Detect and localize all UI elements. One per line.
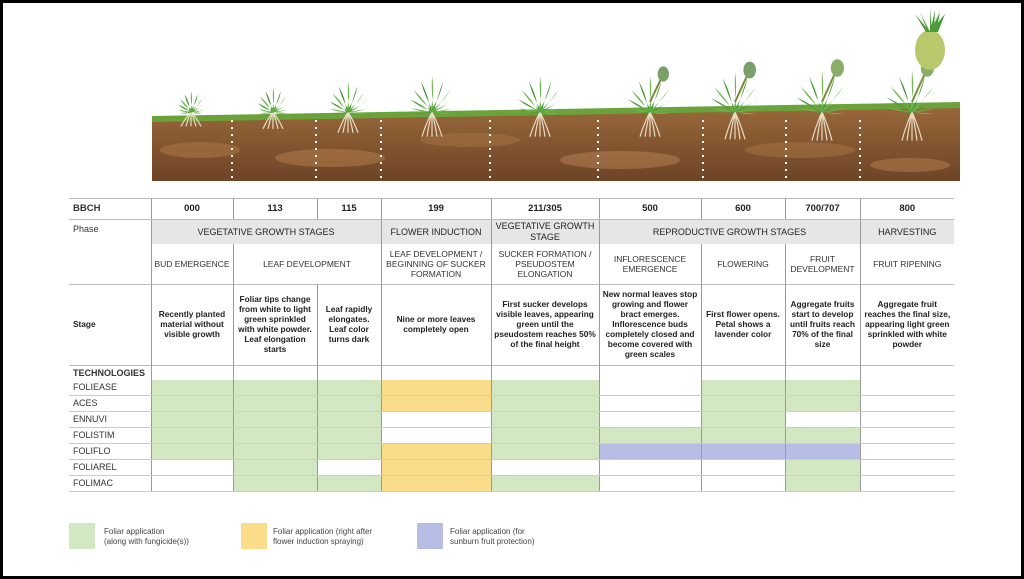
application-cell bbox=[701, 380, 785, 396]
subphase: LEAF DEVELOPMENT / BEGINNING OF SUCKER FORMATION bbox=[381, 244, 491, 285]
phase-row bbox=[69, 220, 954, 245]
application-cell bbox=[233, 444, 317, 460]
application-cell bbox=[701, 476, 785, 492]
technology-row bbox=[69, 412, 954, 428]
bbch-code: 800 bbox=[860, 199, 954, 220]
application-cell bbox=[151, 412, 233, 428]
technologies-header-row bbox=[69, 366, 954, 381]
application-cell bbox=[860, 380, 954, 396]
application-cell bbox=[381, 396, 491, 412]
application-cell bbox=[701, 396, 785, 412]
bbch-code: 600 bbox=[701, 199, 785, 220]
application-cell bbox=[233, 412, 317, 428]
application-cell bbox=[491, 476, 599, 492]
subphase-row bbox=[69, 244, 954, 285]
legend-text: Foliar application (for bbox=[450, 527, 525, 536]
application-cell bbox=[701, 428, 785, 444]
application-cell bbox=[491, 396, 599, 412]
stage-description: Aggregate fruits start to develop until fruits reach 70% of the final size bbox=[785, 285, 860, 366]
application-cell bbox=[151, 460, 233, 476]
technology-row bbox=[69, 444, 954, 460]
subphase: FRUIT RIPENING bbox=[860, 244, 954, 285]
application-cell bbox=[317, 476, 381, 492]
growth-illustration bbox=[0, 0, 1024, 185]
stage-description: Foliar tips change from white to light green sprinkled with white powder. Leaf elongation starts bbox=[233, 285, 317, 366]
application-cell bbox=[381, 412, 491, 428]
technology-name: ACES bbox=[69, 396, 151, 412]
bbch-table bbox=[69, 198, 954, 492]
application-cell bbox=[785, 380, 860, 396]
phase-group: REPRODUCTIVE GROWTH STAGES bbox=[599, 220, 860, 245]
bbch-code: 211/305 bbox=[491, 199, 599, 220]
stage-row bbox=[69, 285, 954, 366]
subphase: BUD EMERGENCE bbox=[151, 244, 233, 285]
phase-group: VEGETATIVE GROWTH STAGES bbox=[151, 220, 381, 245]
application-cell bbox=[860, 460, 954, 476]
application-cell bbox=[317, 396, 381, 412]
application-cell bbox=[233, 396, 317, 412]
legend-text: sunburn fruit protection) bbox=[450, 537, 535, 547]
application-cell bbox=[701, 444, 785, 460]
phase-label: Phase bbox=[69, 220, 151, 285]
bbch-code: 500 bbox=[599, 199, 701, 220]
bbch-code: 700/707 bbox=[785, 199, 860, 220]
legend-text: flower induction spraying) bbox=[273, 537, 364, 547]
technology-row bbox=[69, 476, 954, 492]
application-cell bbox=[491, 428, 599, 444]
stage-label: Stage bbox=[73, 319, 96, 330]
application-cell bbox=[785, 444, 860, 460]
technology-name: FOLIMAC bbox=[69, 476, 151, 492]
application-cell bbox=[317, 380, 381, 396]
application-cell bbox=[860, 444, 954, 460]
technology-row bbox=[69, 396, 954, 412]
application-cell bbox=[785, 476, 860, 492]
application-cell bbox=[785, 460, 860, 476]
bbch-code: 199 bbox=[381, 199, 491, 220]
application-cell bbox=[785, 428, 860, 444]
technologies-label: TECHNOLOGIES bbox=[73, 367, 146, 378]
bbch-code: 115 bbox=[317, 199, 381, 220]
phase-group: HARVESTING bbox=[860, 220, 954, 245]
application-cell bbox=[860, 396, 954, 412]
stage-description: Nine or more leaves completely open bbox=[381, 285, 491, 366]
technology-name: FOLISTIM bbox=[69, 428, 151, 444]
application-cell bbox=[317, 428, 381, 444]
application-cell bbox=[381, 460, 491, 476]
application-cell bbox=[151, 380, 233, 396]
application-cell bbox=[599, 380, 701, 396]
application-cell bbox=[785, 412, 860, 428]
stage-description: New normal leaves stop growing and flower bract emerges. Inflorescence buds completely closed and become covered with green scales bbox=[599, 285, 701, 366]
application-cell bbox=[701, 460, 785, 476]
application-cell bbox=[491, 380, 599, 396]
application-cell bbox=[381, 380, 491, 396]
application-cell bbox=[317, 444, 381, 460]
application-cell bbox=[860, 428, 954, 444]
application-cell bbox=[599, 444, 701, 460]
technology-name: ENNUVI bbox=[69, 412, 151, 428]
phase-group: FLOWER INDUCTION bbox=[381, 220, 491, 245]
stage-description: First flower opens. Petal shows a lavender color bbox=[701, 285, 785, 366]
technology-row bbox=[69, 380, 954, 396]
application-cell bbox=[151, 396, 233, 412]
application-cell bbox=[381, 444, 491, 460]
stage-description: Aggregate fruit reaches the final size, appearing light green sprinkled with white powder bbox=[860, 285, 954, 366]
application-cell bbox=[599, 460, 701, 476]
application-cell bbox=[599, 396, 701, 412]
application-cell bbox=[381, 476, 491, 492]
subphase: FLOWERING bbox=[701, 244, 785, 285]
legend-item-yellow bbox=[273, 527, 372, 548]
application-cell bbox=[860, 476, 954, 492]
bbch-label: BBCH bbox=[69, 199, 151, 220]
subphase: LEAF DEVELOPMENT bbox=[233, 244, 381, 285]
application-cell bbox=[151, 428, 233, 444]
stage-description: Leaf rapidly elongates. Leaf color turns dark bbox=[317, 285, 381, 366]
application-cell bbox=[381, 428, 491, 444]
application-cell bbox=[151, 444, 233, 460]
bbch-code: 113 bbox=[233, 199, 317, 220]
application-cell bbox=[233, 476, 317, 492]
phase-group: VEGETATIVE GROWTH STAGE bbox=[491, 220, 599, 245]
bbch-code: 000 bbox=[151, 199, 233, 220]
technology-row bbox=[69, 428, 954, 444]
legend-item-purple bbox=[450, 527, 535, 548]
application-cell bbox=[491, 412, 599, 428]
stage-description: Recently planted material without visible growth bbox=[151, 285, 233, 366]
application-cell bbox=[785, 396, 860, 412]
application-cell bbox=[599, 428, 701, 444]
legend-text: Foliar application bbox=[104, 527, 165, 536]
application-cell bbox=[233, 460, 317, 476]
application-cell bbox=[317, 460, 381, 476]
subphase: SUCKER FORMATION / PSEUDOSTEM ELONGATION bbox=[491, 244, 599, 285]
application-cell bbox=[233, 428, 317, 444]
legend-text: (along with fungicide(s)) bbox=[104, 537, 189, 547]
application-cell bbox=[860, 412, 954, 428]
application-cell bbox=[701, 412, 785, 428]
technology-name: FOLIEASE bbox=[69, 380, 151, 396]
application-cell bbox=[491, 444, 599, 460]
legend-text: Foliar application (right after bbox=[273, 527, 373, 536]
technology-name: FOLIAREL bbox=[69, 460, 151, 476]
application-cell bbox=[599, 476, 701, 492]
application-cell bbox=[491, 460, 599, 476]
application-cell bbox=[317, 412, 381, 428]
application-cell bbox=[233, 380, 317, 396]
subphase: INFLORESCENCE EMERGENCE bbox=[599, 244, 701, 285]
legend-swatch-green bbox=[69, 523, 95, 549]
application-cell bbox=[599, 412, 701, 428]
technology-row bbox=[69, 460, 954, 476]
stage-description: First sucker develops visible leaves, appearing green until the pseudostem reaches 50% of the final height bbox=[491, 285, 599, 366]
legend-item-green bbox=[104, 527, 189, 548]
application-cell bbox=[151, 476, 233, 492]
legend-swatch-yellow bbox=[241, 523, 267, 549]
subphase: FRUIT DEVELOPMENT bbox=[785, 244, 860, 285]
technology-name: FOLIFLO bbox=[69, 444, 151, 460]
legend-swatch-purple bbox=[417, 523, 443, 549]
bbch-row bbox=[69, 199, 954, 220]
